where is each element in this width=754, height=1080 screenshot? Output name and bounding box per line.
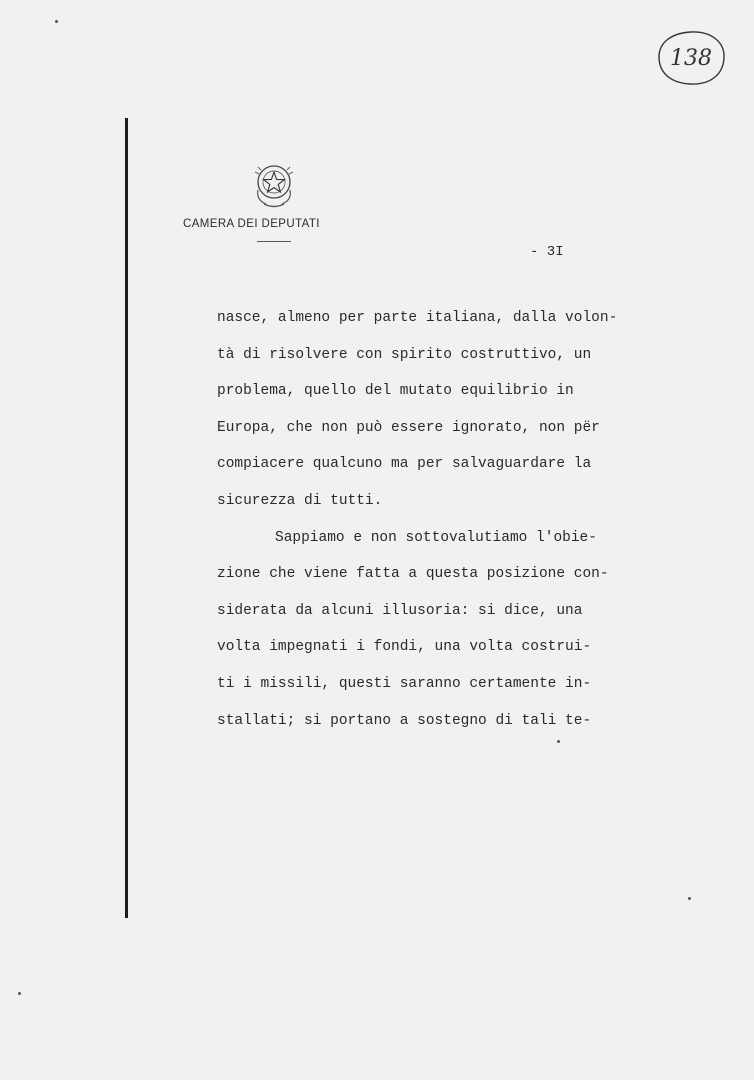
page-stamp: [655, 28, 727, 88]
stamp-number: 138: [670, 45, 712, 71]
text-line: compiacere qualcuno ma per salvaguardare la: [217, 456, 592, 473]
text-line: Europa, che non può essere ignorato, non për: [217, 419, 600, 436]
text-line: zione che viene fatta a questa posizione con-: [217, 566, 609, 583]
scan-speck: [688, 897, 691, 900]
text-line: tà di risolvere con spirito costruttivo, un: [217, 346, 592, 363]
text-line: nasce, almeno per parte italiana, dalla volon-: [217, 310, 618, 326]
page-number: - 3I: [530, 244, 564, 260]
institution-name: CAMERA DEI DEPUTATI: [183, 218, 320, 230]
margin-rule: [125, 118, 128, 918]
scan-speck: [55, 20, 58, 23]
text-line: ti i missili, questi saranno certamente in-: [217, 675, 592, 692]
text-line: volta impegnati i fondi, una volta costrui-: [217, 639, 592, 656]
text-line: problema, quello del mutato equilibrio in: [217, 383, 574, 400]
scan-speck: [18, 992, 21, 995]
italian-republic-emblem-icon: [252, 160, 296, 210]
body-text: [217, 300, 657, 739]
scan-speck: [557, 740, 560, 743]
text-line: Sappiamo e non sottovalutiamo l'obie-: [275, 529, 597, 546]
header-divider: [257, 241, 291, 242]
text-line: sicurezza di tutti.: [217, 492, 383, 509]
text-line: stallati; si portano a sostegno di tali te-: [217, 712, 592, 729]
text-line: siderata da alcuni illusoria: si dice, una: [217, 602, 583, 619]
